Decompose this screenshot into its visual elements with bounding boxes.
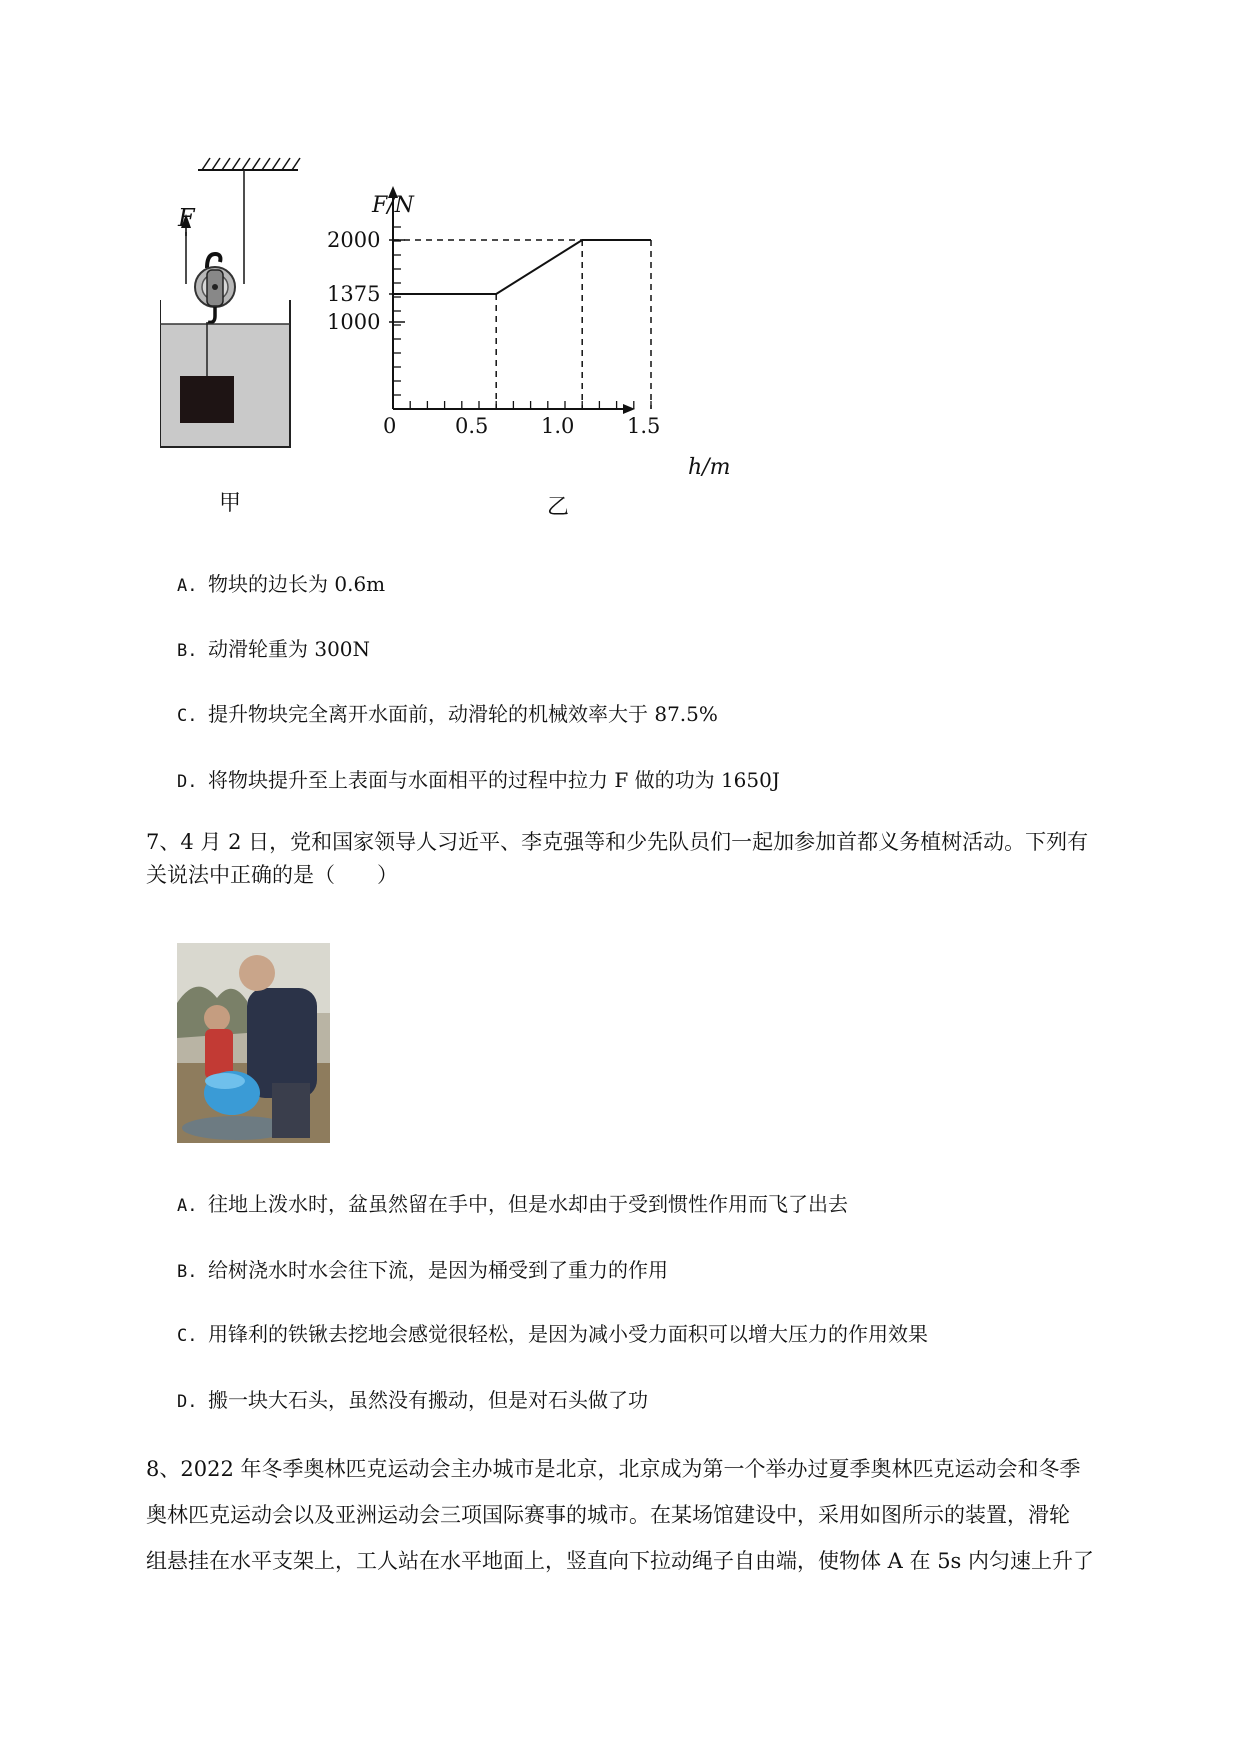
question-8-line-2: 奥林匹克运动会以及亚洲运动会三项国际赛事的城市。在某场馆建设中，采用如图所示的装置，滑轮 xyxy=(146,1503,1070,1527)
photo-man-body xyxy=(247,988,317,1098)
y-tick-label: 1375 xyxy=(327,282,381,306)
y-tick-label: 2000 xyxy=(327,228,381,252)
option-text: 用锋利的铁锹去挖地会感觉很轻松，是因为减小受力面积可以增大压力的作用效果 xyxy=(208,1322,928,1346)
q6-option-b[interactable] xyxy=(177,635,370,665)
photo-man-legs xyxy=(272,1083,310,1138)
x-tick-label: 0 xyxy=(383,414,397,438)
figure-label-jia: 甲 xyxy=(219,491,242,516)
option-label: A. xyxy=(177,1196,198,1216)
question-8-line-1: 8、2022 年冬季奥林匹克运动会主办城市是北京，北京成为第一个举办过夏季奥林匹克运动会和冬季 xyxy=(146,1457,1081,1481)
pulley-axle xyxy=(212,284,218,290)
question-7-line-1: 7、4 月 2 日，党和国家领导人习近平、李克强等和少先队员们一起加参加首都义务植树活动。下列有 xyxy=(146,830,1089,854)
q7-option-c[interactable] xyxy=(177,1320,928,1350)
option-text: 搬一块大石头，虽然没有搬动，但是对石头做了功 xyxy=(208,1388,648,1412)
photo-child-head xyxy=(204,1005,230,1031)
y-tick-label: 1000 xyxy=(327,310,381,334)
figure-label-yi: 乙 xyxy=(547,495,570,520)
force-label: F xyxy=(178,204,195,232)
x-tick-label: 0.5 xyxy=(455,414,489,438)
q7-option-b[interactable] xyxy=(177,1256,668,1286)
option-text: 将物块提升至上表面与水面相平的过程中拉力 F 做的功为 1650J xyxy=(208,768,780,792)
q6-option-d[interactable] xyxy=(177,766,780,796)
q7-option-a[interactable] xyxy=(177,1190,848,1220)
chart-x-label: h/m xyxy=(688,455,731,480)
pulley-top-hook xyxy=(207,254,220,268)
q7-option-d[interactable] xyxy=(177,1386,648,1416)
option-label: C. xyxy=(177,706,198,726)
x-tick-label: 1.0 xyxy=(541,414,575,438)
pulley-bottom-hook xyxy=(208,307,215,322)
photo-bucket-rim xyxy=(205,1073,245,1089)
chart-y-label: F/N xyxy=(372,193,414,218)
force-height-chart xyxy=(320,180,740,520)
option-text: 提升物块完全离开水面前，动滑轮的机械效率大于 87.5% xyxy=(208,702,718,726)
option-text: 物块的边长为 0.6m xyxy=(208,572,386,596)
submerged-block xyxy=(180,376,234,423)
q6-option-c[interactable] xyxy=(177,700,718,730)
ceiling-hatching xyxy=(202,158,300,170)
option-label: C. xyxy=(177,1326,198,1346)
question-7-stem xyxy=(146,826,1148,892)
option-label: B. xyxy=(177,641,198,661)
force-series-line xyxy=(393,240,651,294)
option-label: A. xyxy=(177,576,198,596)
pulley-apparatus-figure xyxy=(160,150,320,480)
option-text: 往地上泼水时，盆虽然留在手中，但是水却由于受到惯性作用而飞了出去 xyxy=(208,1192,848,1216)
option-label: B. xyxy=(177,1262,198,1282)
tree-planting-photo xyxy=(177,943,330,1143)
x-tick-label: 1.5 xyxy=(627,414,661,438)
question-8-line-3: 组悬挂在水平支架上，工人站在水平地面上，竖直向下拉动绳子自由端，使物体 A 在 5s 内匀速上升了 xyxy=(146,1549,1095,1573)
option-text: 给树浇水时水会往下流，是因为桶受到了重力的作用 xyxy=(208,1258,668,1282)
option-label: D. xyxy=(177,1392,198,1412)
q6-option-a[interactable] xyxy=(177,570,385,600)
option-text: 动滑轮重为 300N xyxy=(208,637,371,661)
option-label: D. xyxy=(177,772,198,792)
photo-man-head xyxy=(239,955,275,991)
question-7-line-2: 关说法中正确的是（ ） xyxy=(146,863,398,887)
question-8-stem xyxy=(146,1446,1148,1584)
